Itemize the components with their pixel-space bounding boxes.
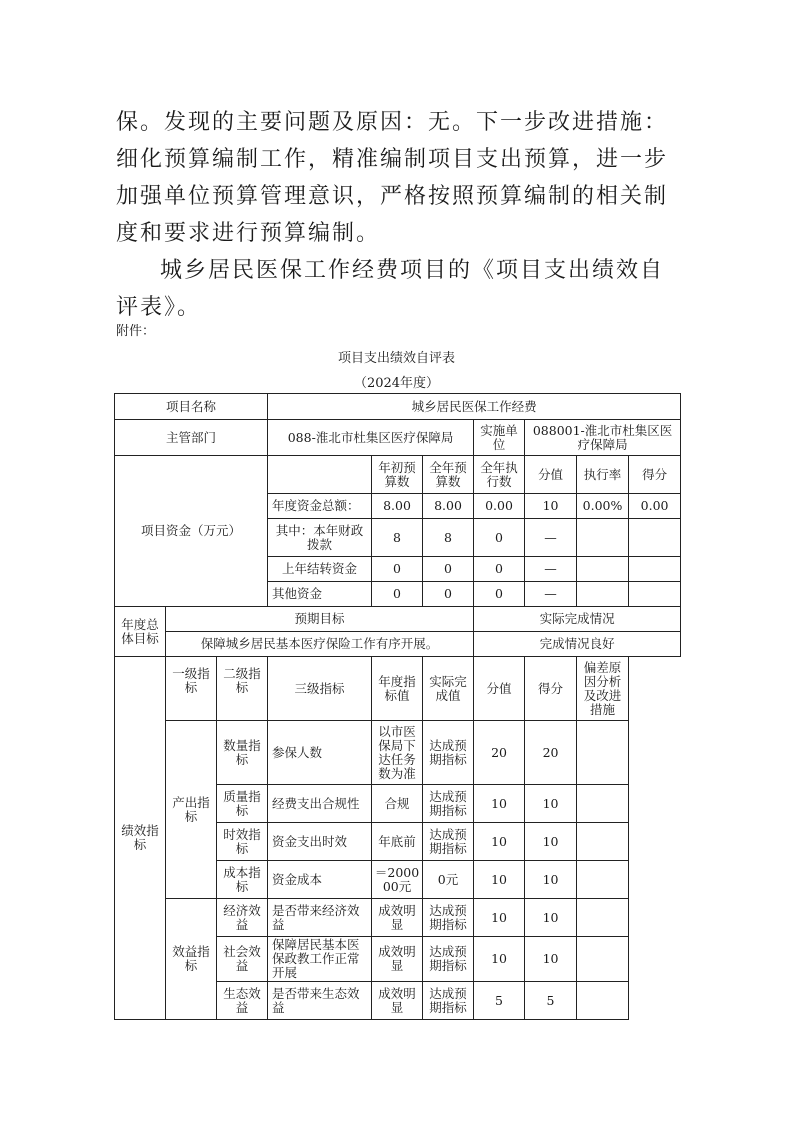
score-value-cell: 10: [474, 937, 525, 982]
funds-label: 项目资金（万元）: [115, 456, 268, 607]
score-cell: 5: [525, 982, 577, 1020]
expected-goal-value: 保障城乡居民基本医疗保险工作有序开展。: [166, 632, 474, 657]
funds-cell: —: [525, 557, 577, 582]
benefit-indicator-label: 效益指标: [166, 899, 217, 1020]
score-value-cell: 10: [474, 861, 525, 899]
level3-cell: 资金支出时效: [268, 823, 372, 861]
expected-goal-header: 预期目标: [166, 607, 474, 632]
deviation-cell: [577, 899, 629, 937]
level3-cell: 经费支出合规性: [268, 785, 372, 823]
level2-cell: 生态效益: [217, 982, 268, 1020]
dept-label: 主管部门: [115, 420, 268, 456]
actual-status-value: 完成情况良好: [474, 632, 681, 657]
funds-cell: 0: [474, 582, 525, 607]
score-cell: 10: [525, 937, 577, 982]
actual-cell: 达成预期指标: [423, 721, 474, 785]
funds-cell: 10: [525, 494, 577, 519]
funds-cell: 0: [372, 582, 423, 607]
funds-cell: 0.00: [629, 494, 681, 519]
ind-header-level1: 一级指标: [166, 657, 217, 721]
deviation-cell: [577, 937, 629, 982]
target-cell: ＝200000元: [372, 861, 423, 899]
funds-cell: 0.00%: [577, 494, 629, 519]
actual-cell: 达成预期指标: [423, 937, 474, 982]
funds-cell: [577, 557, 629, 582]
score-value-cell: 10: [474, 899, 525, 937]
funds-cell: 8: [372, 519, 423, 557]
funds-header: 全年预算数: [423, 456, 474, 494]
level2-cell: 数量指标: [217, 721, 268, 785]
target-cell: 合规: [372, 785, 423, 823]
funds-cell: 0: [474, 519, 525, 557]
attachment-label: 附件：: [116, 324, 156, 339]
funds-cell: 0: [474, 557, 525, 582]
score-value-cell: 10: [474, 785, 525, 823]
ind-header-actual: 实际完成值: [423, 657, 474, 721]
deviation-cell: [577, 721, 629, 785]
score-cell: 20: [525, 721, 577, 785]
funds-header: 执行率: [577, 456, 629, 494]
level2-cell: 质量指标: [217, 785, 268, 823]
target-cell: 成效明显: [372, 937, 423, 982]
funds-cell: 8: [423, 519, 474, 557]
table-row: [115, 632, 681, 657]
funds-cell: —: [525, 519, 577, 557]
indicator-label: 绩效指标: [115, 657, 166, 1020]
actual-cell: 0元: [423, 861, 474, 899]
funds-header: 年初预算数: [372, 456, 423, 494]
funds-cell: [577, 519, 629, 557]
project-name-value: 城乡居民医保工作经费: [268, 394, 681, 420]
funds-cell: —: [525, 582, 577, 607]
deviation-cell: [577, 861, 629, 899]
score-value-cell: 10: [474, 823, 525, 861]
target-cell: 以市医保局下达任务数为准: [372, 721, 423, 785]
funds-cell: [629, 519, 681, 557]
level2-cell: 经济效益: [217, 899, 268, 937]
score-cell: 10: [525, 823, 577, 861]
target-cell: 成效明显: [372, 982, 423, 1020]
funds-header-blank: [268, 456, 372, 494]
score-cell: 10: [525, 899, 577, 937]
funds-header: 全年执行数: [474, 456, 525, 494]
project-name-label: 项目名称: [115, 394, 268, 420]
score-value-cell: 20: [474, 721, 525, 785]
target-cell: 年底前: [372, 823, 423, 861]
actual-cell: 达成预期指标: [423, 982, 474, 1020]
target-cell: 成效明显: [372, 899, 423, 937]
deviation-cell: [577, 823, 629, 861]
funds-cell: [629, 582, 681, 607]
funds-cell: [577, 582, 629, 607]
score-cell: 10: [525, 785, 577, 823]
table-row: [115, 456, 681, 494]
table-row: [115, 607, 681, 632]
level3-cell: 是否带来生态效益: [268, 982, 372, 1020]
level3-cell: 是否带来经济效益: [268, 899, 372, 937]
funds-row-label: 上年结转资金: [268, 557, 372, 582]
performance-table: [114, 393, 681, 1020]
funds-row-label: 年度资金总额：: [268, 494, 372, 519]
dept-value: 088-淮北市杜集区医疗保障局: [268, 420, 474, 456]
funds-row-label: 其中：本年财政拨款: [268, 519, 372, 557]
level2-cell: 时效指标: [217, 823, 268, 861]
level3-cell: 资金成本: [268, 861, 372, 899]
table-year: （2024年度）: [353, 376, 440, 391]
level2-cell: 成本指标: [217, 861, 268, 899]
table-row: [115, 657, 681, 721]
funds-cell: 0.00: [474, 494, 525, 519]
funds-cell: 0: [423, 582, 474, 607]
ind-header-level3: 三级指标: [268, 657, 372, 721]
ind-header-deviation: 偏差原因分析及改进措施: [577, 657, 629, 721]
funds-header: 得分: [629, 456, 681, 494]
body-paragraph-2: 城乡居民医保工作经费项目的《项目支出绩效自评表》。: [116, 258, 665, 320]
ind-header-target: 年度指标值: [372, 657, 423, 721]
actual-cell: 达成预期指标: [423, 899, 474, 937]
deviation-cell: [577, 785, 629, 823]
ind-header-level2: 二级指标: [217, 657, 268, 721]
actual-cell: 达成预期指标: [423, 823, 474, 861]
ind-header-score: 得分: [525, 657, 577, 721]
table-row: [115, 721, 681, 785]
table-row: [115, 394, 681, 420]
funds-header: 分值: [525, 456, 577, 494]
actual-status-header: 实际完成情况: [474, 607, 681, 632]
impl-unit-label: 实施单位: [474, 420, 525, 456]
ind-header-score-value: 分值: [474, 657, 525, 721]
impl-unit-value: 088001-淮北市杜集区医疗保障局: [525, 420, 681, 456]
funds-cell: [629, 557, 681, 582]
funds-cell: 8.00: [372, 494, 423, 519]
output-indicator-label: 产出指标: [166, 721, 217, 899]
actual-cell: 达成预期指标: [423, 785, 474, 823]
level3-cell: 参保人数: [268, 721, 372, 785]
funds-row-label: 其他资金: [268, 582, 372, 607]
body-paragraph-1: 保。发现的主要问题及原因：无。下一步改进措施：细化预算编制工作，精准编制项目支出预算，进一步加强单位预算管理意识，严格按照预算编制的相关制度和要求进行预算编制。: [116, 110, 669, 246]
score-cell: 10: [525, 861, 577, 899]
table-row: [115, 420, 681, 456]
deviation-cell: [577, 982, 629, 1020]
table-title: 项目支出绩效自评表: [337, 351, 455, 366]
table-row: [115, 899, 681, 937]
level2-cell: 社会效益: [217, 937, 268, 982]
funds-cell: 0: [372, 557, 423, 582]
funds-cell: 8.00: [423, 494, 474, 519]
goal-label: 年度总体目标: [115, 607, 166, 657]
score-value-cell: 5: [474, 982, 525, 1020]
level3-cell: 保障居民基本医保政教工作正常开展: [268, 937, 372, 982]
funds-cell: 0: [423, 557, 474, 582]
